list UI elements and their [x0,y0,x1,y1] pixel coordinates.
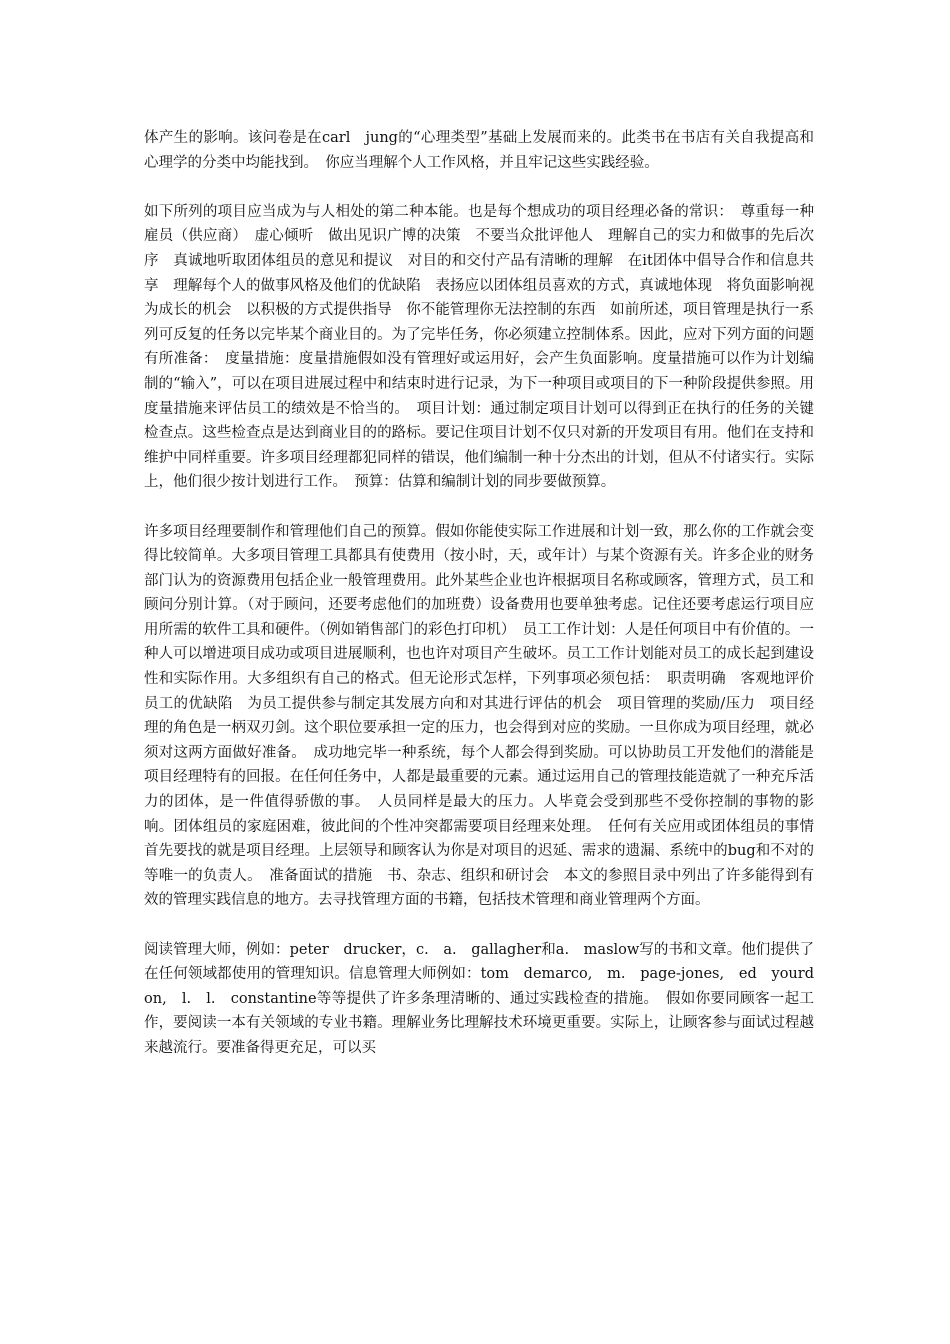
paragraph-4: 阅读管理大师，例如：peter drucker，c. a. gallagher和a. maslow写的书和文章。他们提供了在任何领域都使用的管理知识。信息管理大师例如：tom demarco, m. page-jones, ed yourdon, l. l. constantine等等提供了许多条理清晰的、通过实践检查的措施。 假如你要同顾客一起工作，要阅读一本有关领域的专业书籍。理解业务比理解技术环境更重要。实际上，让顾客参与面试过程越来越流行。要准备得更充足，可以买 [144,941,814,1056]
paragraph-1: 体产生的影响。该问卷是在carl jung的“心理类型”基础上发展而来的。此类书在书店有关自我提高和心理学的分类中均能找到。 你应当理解个人工作风格，并且牢记这些实践经验。 [144,130,814,171]
document-page [144,126,814,1085]
paragraph-3: 许多项目经理要制作和管理他们自己的预算。假如你能使实际工作进展和计划一致，那么你的工作就会变得比较简单。大多项目管理工具都具有使费用（按小时，天，或年计）与某个资源有关。许多企业的财务部门认为的资源费用包括企业一般管理费用。此外某些企业也许根据项目名称或顾客，管理方式，员工和顾问分别计算。（对于顾问，还要考虑他们的加班费）设备费用也要单独考虑。记住还要考虑运行项目应用所需的软件工具和硬件。（例如销售部门的彩色打印机） 员工工作计划：人是任何项目中有价值的。一种人可以增进项目成功或项目进展顺利，也也许对项目产生破坏。员工工作计划能对员工的成长起到建设性和实际作用。大多组织有自己的格式。但无论形式怎样，下列事项必须包括： 职责明确 客观地评价员工的优缺陷 为员工提供参与制定其发展方向和对其进行评估的机会 项目管理的奖励/压力 项目经理的角色是一柄双刃剑。这个职位要承担一定的压力，也会得到对应的奖励。一旦你成为项目经理，就必须对这两方面做好准备。 成功地完毕一种系统，每个人都会得到奖励。可以协助员工开发他们的潜能是项目经理特有的回报。在任何任务中，人都是最重要的元素。通过运用自己的管理技能造就了一种充斥活力的团体，是一件值得骄傲的事。 人员同样是最大的压力。人毕竟会受到那些不受你控制的事物的影响。团体组员的家庭困难，彼此间的个性冲突都需要项目经理来处理。 任何有关应用或团体组员的事情首先要找的就是项目经理。上层领导和顾客认为你是对项目的迟延、需求的遗漏、系统中的bug和不对的等唯一的负责人。 准备面试的措施 书、杂志、组织和研讨会 本文的参照目录中列出了许多能得到有效的管理实践信息的地方。去寻找管理方面的书籍，包括技术管理和商业管理两个方面。 [144,523,814,909]
paragraph-2: 如下所列的项目应当成为与人相处的第二种本能。也是每个想成功的项目经理必备的常识： 尊重每一种雇员（供应商） 虚心倾听 做出见识广博的决策 不要当众批评他人 理解自己的实力和做事的先后次序 真诚地听取团体组员的意见和提议 对目的和交付产品有清晰的理解 在it团体中倡导合作和信息共享 理解每个人的做事风格及他们的优缺陷 表扬应以团体组员喜欢的方式，真诚地体现 将负面影响视为成长的机会 以积极的方式提供指导 你不能管理你无法控制的东西 如前所述，项目管理是执行一系列可反复的任务以完毕某个商业目的。为了完毕任务，你必须建立控制体系。因此，应对下列方面的问题有所准备： 度量措施：度量措施假如没有管理好或运用好，会产生负面影响。度量措施可以作为计划编制的“输入”，可以在项目进展过程中和结束时进行记录，为下一种项目或项目的下一种阶段提供参照。用度量措施来评估员工的绩效是不恰当的。 项目计划：通过制定项目计划可以得到正在执行的任务的关键检查点。这些检查点是达到商业目的的路标。要记住项目计划不仅只对新的开发项目有用。他们在支持和维护中同样重要。许多项目经理都犯同样的错误，他们编制一种十分杰出的计划，但从不付诸实行。实际上，他们很少按计划进行工作。 预算：估算和编制计划的同步要做预算。 [144,203,814,491]
